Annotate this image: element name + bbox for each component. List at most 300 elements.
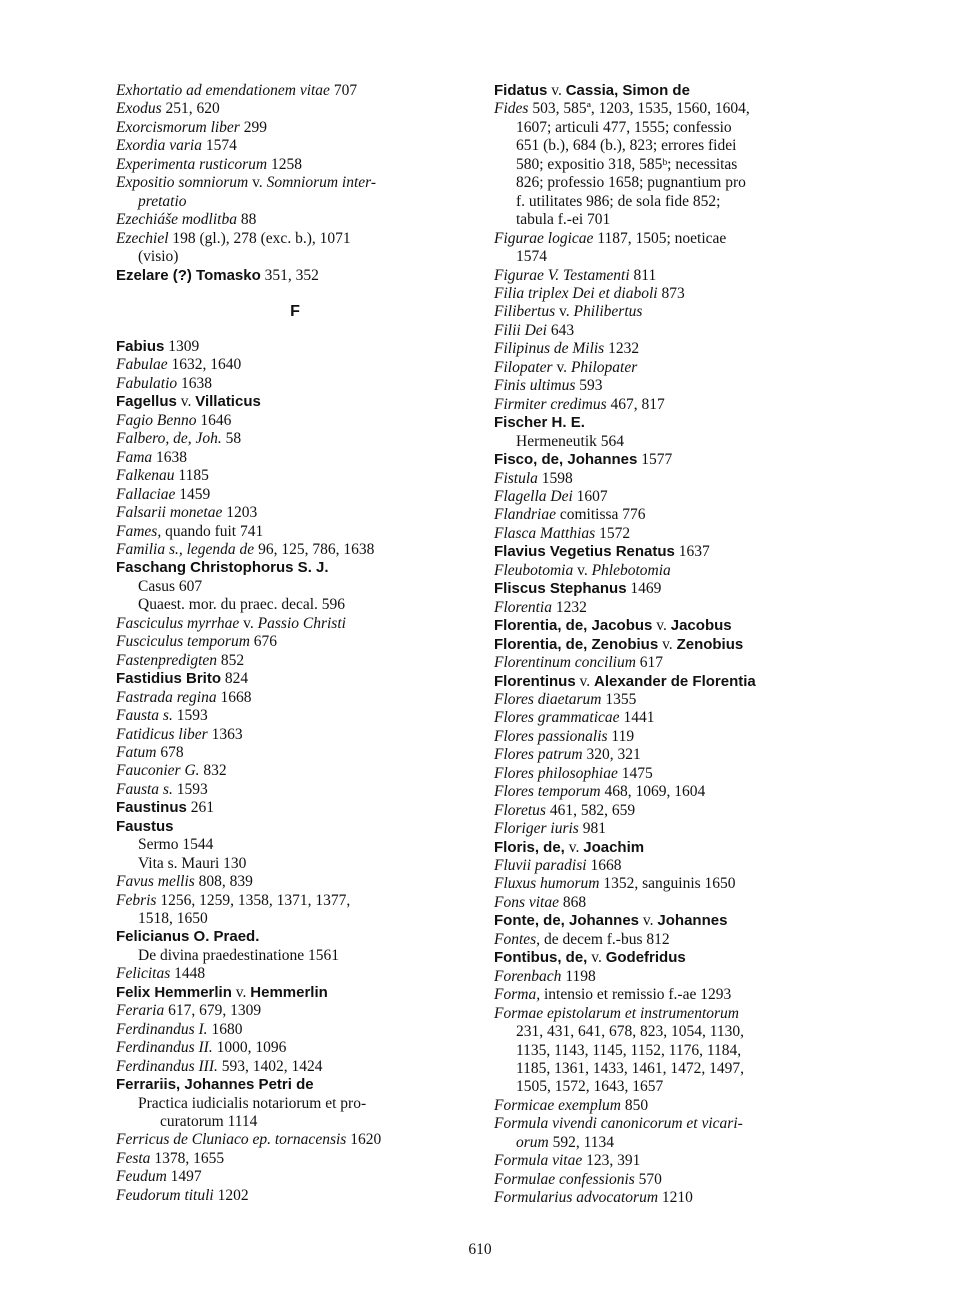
cross-reference: Alexander de Florentia <box>594 672 756 690</box>
entry-heading: Fausta s. <box>116 780 173 798</box>
index-entry <box>116 430 474 448</box>
index-entry <box>116 211 474 229</box>
entry-heading: Fontes, <box>494 930 541 948</box>
entry-refs: Quaest. mor. du praec. decal. 596 <box>138 596 346 614</box>
index-subline <box>116 596 474 614</box>
entry-heading: Flores temporum <box>494 783 601 801</box>
index-entry <box>116 486 474 504</box>
index-entry <box>494 322 866 340</box>
entry-heading: Flores grammaticae <box>494 709 620 727</box>
entry-heading: Fabius <box>116 337 165 355</box>
index-entry <box>116 928 474 946</box>
index-entry <box>494 654 866 672</box>
entry-heading: Exhortatio ad emendationem vitae <box>116 82 330 99</box>
index-column-left <box>116 82 474 1205</box>
index-entry <box>494 912 866 930</box>
entry-heading: Fontibus, de, <box>494 949 588 967</box>
index-entry <box>116 375 474 393</box>
entry-heading: Fonte, de, Johannes <box>494 912 640 930</box>
entry-heading: Filopater <box>494 358 553 376</box>
entry-heading: Florentia <box>494 598 552 616</box>
entry-refs: 123, 391 <box>582 1152 641 1170</box>
index-entry <box>116 82 474 100</box>
index-entry <box>494 709 866 727</box>
index-entry <box>116 393 474 411</box>
entry-refs: 1607 <box>572 487 608 505</box>
entry-heading: Fagellus <box>116 393 177 411</box>
entry-heading: Fisco, de, Johannes <box>494 451 638 469</box>
entry-heading: Fidatus <box>494 82 548 99</box>
cross-reference: Villaticus <box>195 393 261 411</box>
entry-refs: 1505, 1572, 1643, 1657 <box>516 1078 664 1096</box>
entry-refs: 1680 <box>207 1020 243 1038</box>
index-entry <box>116 100 474 118</box>
index-entry <box>116 230 474 248</box>
entry-refs: 1632, 1640 <box>167 356 242 374</box>
entry-refs: 868 <box>559 893 587 911</box>
index-entry <box>494 875 866 893</box>
entry-refs: 1668 <box>586 857 622 875</box>
entry-heading: Expositio somniorum <box>116 174 249 192</box>
cross-reference: Joachim <box>583 838 645 856</box>
entry-refs: 1448 <box>170 965 206 983</box>
entry-heading: Ferrariis, Johannes Petri de <box>116 1076 314 1094</box>
index-entry <box>494 414 866 432</box>
entry-refs: 88 <box>236 211 257 229</box>
index-column-right <box>494 82 866 1208</box>
index-entry <box>494 986 866 1004</box>
entry-refs: De divina praedestinatione 1561 <box>138 946 340 964</box>
index-entry <box>116 984 474 1002</box>
entry-refs: 852 <box>217 651 245 669</box>
entry-refs: 261 <box>186 799 214 817</box>
index-entry <box>116 1021 474 1039</box>
entry-heading: Fleubotomia <box>494 561 574 579</box>
entry-refs: 299 <box>239 118 267 136</box>
index-subline <box>116 910 474 928</box>
index-entry <box>116 1058 474 1076</box>
entry-refs: 1475 <box>617 764 653 782</box>
index-entry <box>116 412 474 430</box>
entry-heading: Flagella Dei <box>494 487 573 505</box>
index-entry <box>494 783 866 801</box>
entry-refs: 1638 <box>177 374 213 392</box>
index-entry <box>494 968 866 986</box>
entry-heading: Ezechiel <box>116 229 169 247</box>
entry-refs: 873 <box>657 284 685 302</box>
entry-refs: v. <box>587 949 606 967</box>
index-entry <box>116 119 474 137</box>
entry-refs: 593, 1402, 1424 <box>217 1057 323 1075</box>
entry-heading: Fluxus humorum <box>494 875 600 893</box>
entry-refs: 503, 585ª, 1203, 1535, 1560, 1604, <box>528 100 750 118</box>
entry-heading: Exordia varia <box>116 137 202 155</box>
index-entry <box>494 1189 866 1207</box>
entry-refs: 1598 <box>537 469 573 487</box>
index-subline <box>494 119 866 137</box>
entry-heading: Fusciculus temporum <box>116 633 250 651</box>
entry-heading: Fatidicus liber <box>116 725 208 743</box>
index-entry <box>116 818 474 836</box>
entry-heading: Fagio Benno <box>116 411 197 429</box>
entry-refs: 592, 1134 <box>548 1133 615 1151</box>
entry-refs: 1000, 1096 <box>212 1039 287 1057</box>
entry-refs: 1607; articuli 477, 1555; confessio <box>516 118 732 136</box>
entry-heading: Fluvii paradisi <box>494 857 587 875</box>
entry-refs: 1572 <box>595 524 631 542</box>
index-entry <box>494 1115 866 1133</box>
entry-refs: v. <box>652 617 671 635</box>
index-entry <box>116 799 474 817</box>
entry-refs: 351, 352 <box>260 266 319 284</box>
entry-refs: Practica iudicialis notariorum et pro- <box>138 1094 367 1112</box>
entry-heading: Faustinus <box>116 799 187 817</box>
index-entry <box>494 1171 866 1189</box>
entry-heading: Florentia, de, Zenobius <box>494 635 659 653</box>
entry-heading: Floris, de, <box>494 838 565 856</box>
index-entry <box>116 338 474 356</box>
entry-refs: 468, 1069, 1604 <box>600 783 706 801</box>
index-entry <box>116 1076 474 1094</box>
entry-refs: 824 <box>221 670 249 688</box>
entry-refs: v. <box>564 838 584 856</box>
entry-heading: Fasciculus myrrhae <box>116 614 240 632</box>
index-subline <box>494 1060 866 1078</box>
entry-heading: Flavius Vegetius Renatus <box>494 543 675 561</box>
entry-heading: Formularius advocatorum <box>494 1189 659 1207</box>
index-entry <box>494 488 866 506</box>
entry-refs: 707 <box>329 82 358 99</box>
entry-refs: Sermo 1544 <box>138 836 214 854</box>
entry-refs: 1210 <box>658 1189 693 1207</box>
entry-refs: 1577 <box>637 451 673 469</box>
entry-heading: Formula vitae <box>494 1152 583 1170</box>
index-entry <box>494 1097 866 1115</box>
entry-heading: Forenbach <box>494 967 562 985</box>
entry-refs: 1202 <box>213 1186 249 1204</box>
section-letter: F <box>290 302 300 320</box>
index-entry <box>494 451 866 469</box>
index-entry <box>494 746 866 764</box>
index-entry <box>116 633 474 651</box>
index-entry <box>494 820 866 838</box>
entry-refs: 1441 <box>619 709 655 727</box>
entry-heading: Fistula <box>494 469 538 487</box>
index-entry <box>116 1150 474 1168</box>
entry-heading: Florentinus <box>494 672 576 690</box>
entry-heading: Feudorum tituli <box>116 1186 214 1204</box>
entry-heading: Feraria <box>116 1002 165 1020</box>
index-entry <box>116 559 474 577</box>
index-subline <box>116 836 474 854</box>
index-subline <box>494 211 866 229</box>
index-entry <box>116 467 474 485</box>
entry-heading: Flores diaetarum <box>494 690 602 708</box>
cross-reference: Somniorum inter- <box>266 174 377 192</box>
entry-refs: 593 <box>575 377 603 395</box>
cross-reference: Jacobus <box>670 617 732 635</box>
entry-heading: Ferdinandus III. <box>116 1057 218 1075</box>
index-entry <box>494 580 866 598</box>
entry-refs: 96, 125, 786, 1638 <box>254 540 375 558</box>
entry-refs: comitissa 776 <box>556 506 646 524</box>
entry-refs: 231, 431, 641, 678, 823, 1054, 1130, <box>516 1023 745 1041</box>
index-entry <box>494 303 866 321</box>
entry-heading: Fons vitae <box>494 893 559 911</box>
index-subline <box>494 156 866 174</box>
entry-refs: 1593 <box>172 780 208 798</box>
entry-heading: Filipinus de Milis <box>494 340 605 358</box>
entry-heading: Finis ultimus <box>494 377 576 395</box>
entry-heading: Flasca Matthias <box>494 524 596 542</box>
entry-heading: Fatum <box>116 743 157 761</box>
entry-refs: v. <box>573 561 592 579</box>
entry-refs: v. <box>231 983 251 1001</box>
entry-refs: 1469 <box>626 580 662 598</box>
entry-heading: Forma, <box>494 986 541 1004</box>
entry-refs: 1187, 1505; noeticae <box>593 229 727 247</box>
entry-refs: 1203 <box>222 504 258 522</box>
entry-heading: Fastenpredigten <box>116 651 218 669</box>
entry-heading: Flores philosophiae <box>494 764 618 782</box>
index-entry <box>116 965 474 983</box>
entry-refs: quando fuit 741 <box>161 522 264 540</box>
entry-refs: v. <box>575 672 595 690</box>
entry-refs: 1668 <box>216 688 252 706</box>
entry-refs: 1355 <box>601 690 637 708</box>
entry-heading: orum <box>516 1133 549 1151</box>
index-entry <box>494 894 866 912</box>
index-entry <box>116 652 474 670</box>
index-entry <box>116 873 474 891</box>
entry-heading: Flores passionalis <box>494 727 608 745</box>
index-entry <box>494 673 866 691</box>
entry-refs: 1497 <box>166 1168 202 1186</box>
entry-refs: 1258 <box>267 155 302 173</box>
index-entry <box>494 543 866 561</box>
entry-refs: 1135, 1143, 1145, 1152, 1176, 1184, <box>516 1041 742 1059</box>
entry-refs: 251, 620 <box>161 100 220 118</box>
entry-heading: Fallaciae <box>116 485 176 503</box>
entry-refs: 981 <box>578 820 606 838</box>
index-entry <box>116 541 474 559</box>
index-entry <box>116 670 474 688</box>
entry-refs: 1637 <box>674 543 710 561</box>
index-entry <box>494 470 866 488</box>
entry-refs: 1185, 1361, 1433, 1461, 1472, 1497, <box>516 1060 745 1078</box>
index-subline <box>116 855 474 873</box>
entry-heading: Ferdinandus I. <box>116 1020 208 1038</box>
index-entry <box>494 931 866 949</box>
entry-heading: Florentinum concilium <box>494 654 636 672</box>
index-entry <box>116 726 474 744</box>
cross-reference: Hemmerlin <box>250 983 328 1001</box>
entry-refs: 1574 <box>201 137 237 155</box>
entry-heading: Formula vivendi canonicorum et vicari- <box>494 1115 743 1133</box>
cross-reference: Phlebotomia <box>591 561 671 579</box>
entry-heading: Febris <box>116 891 157 909</box>
entry-refs: 617 <box>635 654 664 672</box>
entry-refs: 1574 <box>516 248 547 266</box>
index-entry <box>116 707 474 725</box>
entry-heading: Falbero, de, Joh. <box>116 430 222 448</box>
index-entry <box>116 156 474 174</box>
entry-refs: 580; expositio 318, 585ᵇ; necessitas <box>516 155 738 173</box>
index-entry <box>494 285 866 303</box>
index-entry <box>116 137 474 155</box>
entry-heading: Flandriae <box>494 506 556 524</box>
index-subline <box>116 947 474 965</box>
index-entry <box>116 449 474 467</box>
index-entry <box>494 525 866 543</box>
index-entry <box>116 781 474 799</box>
entry-heading: Exorcismorum liber <box>116 118 240 136</box>
entry-refs: 467, 817 <box>606 395 665 413</box>
entry-refs: 678 <box>156 743 184 761</box>
entry-refs: 570 <box>634 1170 662 1188</box>
index-entry <box>116 523 474 541</box>
index-entry <box>494 691 866 709</box>
entry-heading: Ezelare (?) Tomasko <box>116 266 261 284</box>
entry-refs: 198 (gl.), 278 (exc. b.), 1071 <box>168 229 351 247</box>
entry-heading: Ferricus de Cluniaco ep. tornacensis <box>116 1131 347 1149</box>
index-entry <box>494 1152 866 1170</box>
index-entry <box>494 340 866 358</box>
entry-heading: Fliscus Stephanus <box>494 580 627 598</box>
index-subline <box>494 193 866 211</box>
cross-reference: Johannes <box>657 912 728 930</box>
entry-refs: v. <box>547 82 566 99</box>
index-entry <box>116 762 474 780</box>
entry-refs: v. <box>658 635 677 653</box>
index-entry <box>494 636 866 654</box>
entry-refs: v. <box>555 303 574 321</box>
cross-reference: Zenobius <box>676 635 744 653</box>
entry-heading: Felicianus O. Praed. <box>116 928 260 946</box>
entry-heading: Fischer H. E. <box>494 414 585 432</box>
index-entry <box>494 82 866 100</box>
entry-refs: 1256, 1259, 1358, 1371, 1377, <box>156 891 351 909</box>
entry-refs: 850 <box>620 1096 649 1114</box>
entry-refs: Casus 607 <box>138 577 203 595</box>
entry-refs: 1232 <box>604 340 640 358</box>
index-entry <box>116 892 474 910</box>
entry-heading: Felix Hemmerlin <box>116 983 232 1001</box>
entry-refs: 119 <box>607 727 635 745</box>
entry-heading: Faschang Christophorus S. J. <box>116 559 329 577</box>
index-subline <box>116 248 474 266</box>
entry-refs: v. <box>639 912 658 930</box>
entry-heading: Festa <box>116 1149 151 1167</box>
entry-refs: 1620 <box>346 1131 382 1149</box>
entry-refs: 676 <box>249 633 278 651</box>
entry-heading: Filia triplex Dei et diaboli <box>494 284 658 302</box>
entry-refs: f. utilitates 986; de sola fide 852; <box>516 192 721 210</box>
entry-heading: Feudum <box>116 1168 167 1186</box>
index-subline <box>116 193 474 211</box>
index-entry <box>116 689 474 707</box>
entry-refs: 461, 582, 659 <box>545 801 636 819</box>
entry-heading: Florentia, de, Jacobus <box>494 617 653 635</box>
entry-heading: Firmiter credimus <box>494 395 607 413</box>
entry-refs: v. <box>176 393 196 411</box>
index-entry <box>116 504 474 522</box>
entry-refs: 651 (b.), 684 (b.), 823; errores fidei <box>516 137 737 155</box>
index-entry <box>494 100 866 118</box>
cross-reference: Cassia, Simon de <box>565 82 690 99</box>
entry-refs: 320, 321 <box>582 746 641 764</box>
entry-heading: Filibertus <box>494 303 556 321</box>
index-subline <box>494 1042 866 1060</box>
entry-refs: 58 <box>221 430 242 448</box>
entry-refs: (visio) <box>138 248 179 266</box>
index-subline <box>494 1134 866 1152</box>
index-entry <box>494 839 866 857</box>
entry-heading: Figurae logicae <box>494 229 594 247</box>
entry-heading: pretatio <box>138 192 187 210</box>
entry-refs: 1309 <box>164 337 200 355</box>
entry-heading: Experimenta rusticorum <box>116 155 268 173</box>
entry-refs: 1352, sanguinis 1650 <box>599 875 736 893</box>
index-entry <box>116 744 474 762</box>
index-entry <box>116 615 474 633</box>
index-subline <box>116 1113 474 1131</box>
entry-heading: Filii Dei <box>494 321 547 339</box>
entry-refs: Vita s. Mauri 130 <box>138 854 247 872</box>
entry-refs: 643 <box>546 321 575 339</box>
index-entry <box>494 230 866 248</box>
page-number: 610 <box>468 1241 492 1258</box>
entry-refs: 1378, 1655 <box>150 1149 225 1167</box>
entry-heading: Fausta s. <box>116 707 173 725</box>
entry-heading: Formulae confessionis <box>494 1170 635 1188</box>
entry-heading: Formae epistolarum et instrumentorum <box>494 1004 739 1022</box>
entry-refs: 1646 <box>196 411 232 429</box>
entry-refs: 1198 <box>561 967 596 985</box>
index-entry <box>494 728 866 746</box>
index-entry <box>116 1039 474 1057</box>
entry-refs: 1518, 1650 <box>138 910 208 928</box>
entry-refs: de decem f.-bus 812 <box>540 930 670 948</box>
cross-reference: Philopater <box>570 358 638 376</box>
entry-refs: 808, 839 <box>194 873 253 891</box>
entry-refs: 1232 <box>551 598 587 616</box>
index-subline <box>494 174 866 192</box>
index-subline <box>116 578 474 596</box>
cross-reference: Godefridus <box>605 949 686 967</box>
index-entry <box>494 1005 866 1023</box>
entry-heading: Fama <box>116 448 153 466</box>
entry-heading: Floretus <box>494 801 546 819</box>
entry-refs: 1363 <box>207 725 243 743</box>
index-entry <box>494 377 866 395</box>
entry-heading: Floriger iuris <box>494 820 579 838</box>
entry-heading: Fastrada regina <box>116 688 217 706</box>
entry-heading: Familia s., legenda de <box>116 540 255 558</box>
index-entry <box>116 1131 474 1149</box>
index-subline <box>494 248 866 266</box>
entry-heading: Fabulae <box>116 356 168 374</box>
index-subline <box>494 1078 866 1096</box>
entry-refs: v. <box>248 174 267 192</box>
entry-refs: 617, 679, 1309 <box>164 1002 262 1020</box>
index-entry <box>494 562 866 580</box>
index-entry <box>116 174 474 192</box>
entry-refs: curatorum 1114 <box>160 1113 258 1131</box>
entry-heading: Falkenau <box>116 467 175 485</box>
entry-refs: 1459 <box>175 485 211 503</box>
entry-refs: intensio et remissio f.-ae 1293 <box>540 986 732 1004</box>
